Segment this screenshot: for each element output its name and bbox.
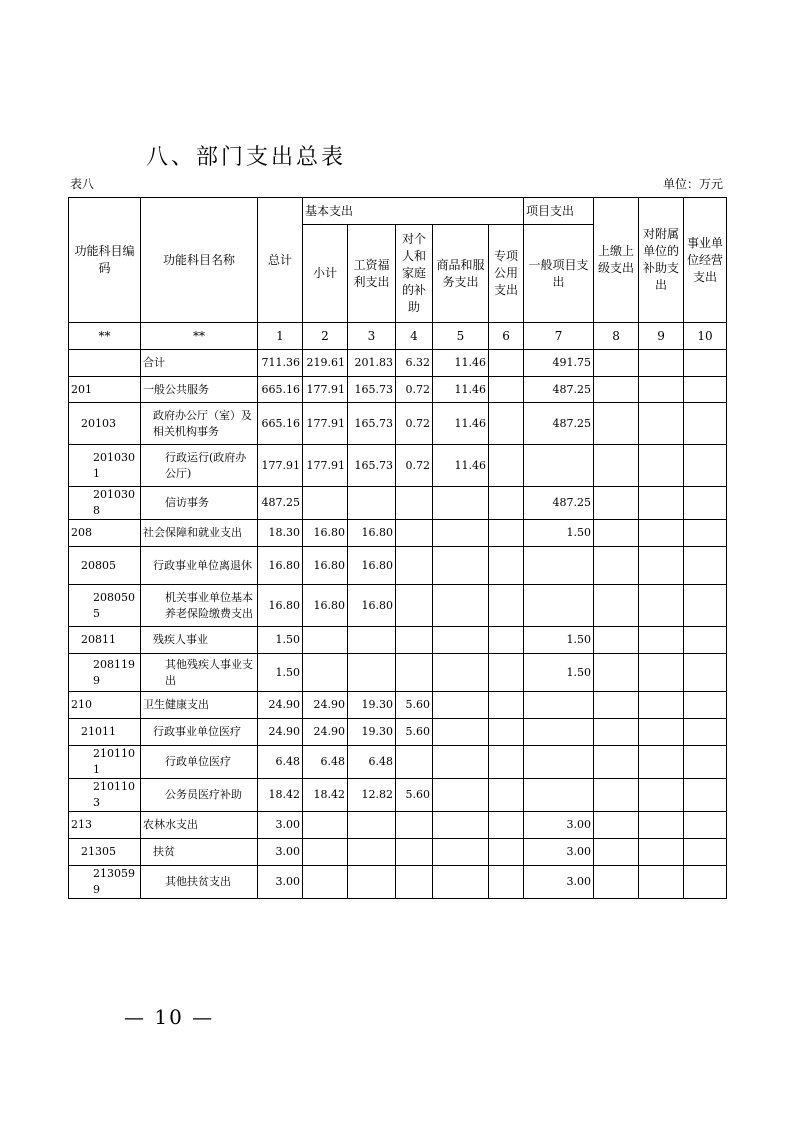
cell-total: 24.90 xyxy=(258,719,303,746)
cell-subtotal: 219.61 xyxy=(303,350,348,377)
cell-subtotal: 16.80 xyxy=(303,520,348,547)
cell-business-ops xyxy=(684,520,727,547)
index-cell: ** xyxy=(141,323,258,350)
header-business-ops: 事业单位经营支出 xyxy=(684,198,727,323)
cell-total: 18.30 xyxy=(258,520,303,547)
cell-goods: 11.46 xyxy=(433,350,489,377)
index-row xyxy=(69,323,727,350)
cell-name: 其他扶贫支出 xyxy=(141,866,258,899)
cell-code: 210 xyxy=(69,692,141,719)
cell-code: 20811 xyxy=(69,627,141,654)
cell-salary: 165.73 xyxy=(348,445,396,487)
cell-salary: 16.80 xyxy=(348,547,396,585)
index-cell: 5 xyxy=(433,323,489,350)
cell-affiliate-subsidy xyxy=(639,547,684,585)
cell-name: 其他残疾人事业支出 xyxy=(141,654,258,692)
cell-business-ops xyxy=(684,812,727,839)
cell-subtotal xyxy=(303,487,348,520)
index-cell: 9 xyxy=(639,323,684,350)
cell-salary: 19.30 xyxy=(348,719,396,746)
cell-goods: 11.46 xyxy=(433,445,489,487)
cell-general-project: 3.00 xyxy=(524,866,594,899)
cell-total: 24.90 xyxy=(258,692,303,719)
cell-personal xyxy=(396,654,433,692)
cell-personal: 6.32 xyxy=(396,350,433,377)
cell-upper-pay xyxy=(594,627,639,654)
cell-goods xyxy=(433,487,489,520)
table-row xyxy=(69,627,727,654)
expenditure-table xyxy=(68,197,727,899)
cell-business-ops xyxy=(684,692,727,719)
cell-code: 21305 xyxy=(69,839,141,866)
cell-goods: 11.46 xyxy=(433,403,489,445)
cell-upper-pay xyxy=(594,654,639,692)
cell-name: 机关事业单位基本养老保险缴费支出 xyxy=(141,585,258,627)
cell-general-project xyxy=(524,719,594,746)
cell-subtotal xyxy=(303,839,348,866)
cell-subtotal xyxy=(303,812,348,839)
cell-salary xyxy=(348,627,396,654)
cell-special xyxy=(489,547,524,585)
cell-general-project: 3.00 xyxy=(524,812,594,839)
cell-personal xyxy=(396,547,433,585)
cell-personal: 0.72 xyxy=(396,403,433,445)
header-personal: 对个人和家庭的补助 xyxy=(396,225,433,323)
cell-special xyxy=(489,585,524,627)
cell-name: 政府办公厅（室）及相关机构事务 xyxy=(141,403,258,445)
cell-special xyxy=(489,654,524,692)
header-subtotal: 小计 xyxy=(303,225,348,323)
cell-total: 665.16 xyxy=(258,377,303,403)
cell-upper-pay xyxy=(594,839,639,866)
cell-special xyxy=(489,350,524,377)
cell-total: 665.16 xyxy=(258,403,303,445)
cell-personal xyxy=(396,627,433,654)
header-salary: 工资福利支出 xyxy=(348,225,396,323)
cell-goods xyxy=(433,627,489,654)
cell-salary: 16.80 xyxy=(348,585,396,627)
cell-special xyxy=(489,812,524,839)
header-special: 专项公用支出 xyxy=(489,225,524,323)
cell-name: 公务员医疗补助 xyxy=(141,779,258,812)
cell-business-ops xyxy=(684,779,727,812)
cell-subtotal: 177.91 xyxy=(303,445,348,487)
header-goods: 商品和服务支出 xyxy=(433,225,489,323)
header-name: 功能科目名称 xyxy=(141,198,258,323)
cell-business-ops xyxy=(684,627,727,654)
cell-affiliate-subsidy xyxy=(639,719,684,746)
cell-upper-pay xyxy=(594,719,639,746)
cell-total: 16.80 xyxy=(258,585,303,627)
cell-affiliate-subsidy xyxy=(639,779,684,812)
cell-business-ops xyxy=(684,377,727,403)
cell-code: 208 xyxy=(69,520,141,547)
cell-special xyxy=(489,445,524,487)
cell-business-ops xyxy=(684,746,727,779)
cell-personal xyxy=(396,585,433,627)
cell-special xyxy=(489,866,524,899)
cell-goods xyxy=(433,866,489,899)
cell-upper-pay xyxy=(594,547,639,585)
cell-upper-pay xyxy=(594,812,639,839)
table-row xyxy=(69,547,727,585)
table-row xyxy=(69,654,727,692)
cell-general-project xyxy=(524,445,594,487)
cell-personal xyxy=(396,520,433,547)
cell-general-project: 3.00 xyxy=(524,839,594,866)
cell-goods: 11.46 xyxy=(433,377,489,403)
cell-general-project: 491.75 xyxy=(524,350,594,377)
cell-total: 487.25 xyxy=(258,487,303,520)
cell-business-ops xyxy=(684,445,727,487)
cell-total: 16.80 xyxy=(258,547,303,585)
cell-special xyxy=(489,520,524,547)
table-row xyxy=(69,812,727,839)
page-title: 八、部门支出总表 xyxy=(146,145,347,170)
cell-name: 行政单位医疗 xyxy=(141,746,258,779)
cell-affiliate-subsidy xyxy=(639,520,684,547)
table-body xyxy=(69,350,727,899)
cell-code: 2080505 xyxy=(69,585,141,627)
cell-business-ops xyxy=(684,403,727,445)
cell-code: 2130599 xyxy=(69,866,141,899)
cell-goods xyxy=(433,520,489,547)
cell-affiliate-subsidy xyxy=(639,377,684,403)
cell-affiliate-subsidy xyxy=(639,585,684,627)
cell-affiliate-subsidy xyxy=(639,487,684,520)
cell-salary: 16.80 xyxy=(348,520,396,547)
cell-goods xyxy=(433,746,489,779)
table-row xyxy=(69,350,727,377)
index-cell: 2 xyxy=(303,323,348,350)
cell-upper-pay xyxy=(594,445,639,487)
cell-personal: 0.72 xyxy=(396,377,433,403)
index-cell: 6 xyxy=(489,323,524,350)
cell-upper-pay xyxy=(594,866,639,899)
cell-subtotal: 18.42 xyxy=(303,779,348,812)
header-code: 功能科目编码 xyxy=(69,198,141,323)
cell-salary: 12.82 xyxy=(348,779,396,812)
cell-general-project xyxy=(524,585,594,627)
cell-general-project: 487.25 xyxy=(524,403,594,445)
cell-affiliate-subsidy xyxy=(639,746,684,779)
cell-subtotal: 6.48 xyxy=(303,746,348,779)
cell-business-ops xyxy=(684,585,727,627)
cell-subtotal: 177.91 xyxy=(303,377,348,403)
cell-personal xyxy=(396,746,433,779)
table-row xyxy=(69,692,727,719)
cell-affiliate-subsidy xyxy=(639,866,684,899)
cell-code: 2101103 xyxy=(69,779,141,812)
cell-affiliate-subsidy xyxy=(639,812,684,839)
cell-total: 3.00 xyxy=(258,839,303,866)
table-row xyxy=(69,746,727,779)
cell-upper-pay xyxy=(594,487,639,520)
index-cell: 4 xyxy=(396,323,433,350)
table-row xyxy=(69,520,727,547)
cell-personal xyxy=(396,487,433,520)
cell-goods xyxy=(433,692,489,719)
cell-business-ops xyxy=(684,866,727,899)
cell-name: 扶贫 xyxy=(141,839,258,866)
cell-general-project xyxy=(524,692,594,719)
cell-goods xyxy=(433,585,489,627)
cell-goods xyxy=(433,779,489,812)
cell-special xyxy=(489,779,524,812)
table-header xyxy=(69,198,727,350)
header-upper-pay: 上缴上级支出 xyxy=(594,198,639,323)
cell-goods xyxy=(433,654,489,692)
table-row xyxy=(69,866,727,899)
cell-business-ops xyxy=(684,654,727,692)
index-cell: 3 xyxy=(348,323,396,350)
table-row xyxy=(69,487,727,520)
page-number: — 10 — xyxy=(124,1005,215,1029)
cell-personal xyxy=(396,839,433,866)
cell-name: 合计 xyxy=(141,350,258,377)
cell-total: 18.42 xyxy=(258,779,303,812)
cell-subtotal xyxy=(303,654,348,692)
cell-general-project: 1.50 xyxy=(524,520,594,547)
cell-subtotal: 16.80 xyxy=(303,547,348,585)
cell-upper-pay xyxy=(594,350,639,377)
cell-general-project: 487.25 xyxy=(524,487,594,520)
cell-name: 社会保障和就业支出 xyxy=(141,520,258,547)
table-row xyxy=(69,719,727,746)
cell-subtotal: 24.90 xyxy=(303,692,348,719)
cell-affiliate-subsidy xyxy=(639,350,684,377)
cell-general-project xyxy=(524,779,594,812)
cell-special xyxy=(489,692,524,719)
index-cell: ** xyxy=(69,323,141,350)
index-cell: 7 xyxy=(524,323,594,350)
cell-business-ops xyxy=(684,487,727,520)
cell-total: 711.36 xyxy=(258,350,303,377)
cell-code: 2081199 xyxy=(69,654,141,692)
cell-subtotal xyxy=(303,866,348,899)
index-cell: 8 xyxy=(594,323,639,350)
header-affiliate-subsidy: 对附属单位的补助支出 xyxy=(639,198,684,323)
table-row xyxy=(69,779,727,812)
table-row xyxy=(69,585,727,627)
cell-general-project xyxy=(524,547,594,585)
cell-salary: 165.73 xyxy=(348,377,396,403)
cell-upper-pay xyxy=(594,746,639,779)
cell-general-project xyxy=(524,746,594,779)
cell-special xyxy=(489,719,524,746)
cell-goods xyxy=(433,719,489,746)
cell-upper-pay xyxy=(594,692,639,719)
cell-personal xyxy=(396,866,433,899)
cell-code: 21011 xyxy=(69,719,141,746)
cell-special xyxy=(489,377,524,403)
header-basic-group: 基本支出 xyxy=(303,198,524,225)
cell-total: 3.00 xyxy=(258,812,303,839)
cell-code xyxy=(69,350,141,377)
cell-salary xyxy=(348,839,396,866)
cell-goods xyxy=(433,812,489,839)
cell-affiliate-subsidy xyxy=(639,445,684,487)
cell-goods xyxy=(433,839,489,866)
cell-code: 2010301 xyxy=(69,445,141,487)
cell-general-project: 1.50 xyxy=(524,654,594,692)
cell-personal: 5.60 xyxy=(396,779,433,812)
cell-salary xyxy=(348,654,396,692)
cell-code: 2101101 xyxy=(69,746,141,779)
index-cell: 1 xyxy=(258,323,303,350)
cell-affiliate-subsidy xyxy=(639,403,684,445)
cell-business-ops xyxy=(684,547,727,585)
cell-affiliate-subsidy xyxy=(639,654,684,692)
cell-total: 3.00 xyxy=(258,866,303,899)
unit-label: 单位：万元 xyxy=(662,177,723,191)
cell-special xyxy=(489,746,524,779)
cell-salary: 165.73 xyxy=(348,403,396,445)
cell-total: 1.50 xyxy=(258,627,303,654)
index-cell: 10 xyxy=(684,323,727,350)
cell-general-project: 487.25 xyxy=(524,377,594,403)
cell-salary xyxy=(348,487,396,520)
cell-salary: 6.48 xyxy=(348,746,396,779)
cell-special xyxy=(489,839,524,866)
cell-total: 177.91 xyxy=(258,445,303,487)
cell-total: 1.50 xyxy=(258,654,303,692)
cell-special xyxy=(489,487,524,520)
cell-upper-pay xyxy=(594,403,639,445)
cell-business-ops xyxy=(684,350,727,377)
cell-name: 行政运行(政府办公厅) xyxy=(141,445,258,487)
cell-salary: 201.83 xyxy=(348,350,396,377)
cell-name: 残疾人事业 xyxy=(141,627,258,654)
cell-upper-pay xyxy=(594,585,639,627)
header-project-group: 项目支出 xyxy=(524,198,594,225)
cell-subtotal: 24.90 xyxy=(303,719,348,746)
cell-upper-pay xyxy=(594,520,639,547)
cell-affiliate-subsidy xyxy=(639,839,684,866)
cell-upper-pay xyxy=(594,377,639,403)
cell-code: 20805 xyxy=(69,547,141,585)
cell-upper-pay xyxy=(594,779,639,812)
cell-code: 2010308 xyxy=(69,487,141,520)
cell-subtotal: 16.80 xyxy=(303,585,348,627)
cell-special xyxy=(489,627,524,654)
cell-code: 20103 xyxy=(69,403,141,445)
header-general-project: 一般项目支出 xyxy=(524,225,594,323)
cell-affiliate-subsidy xyxy=(639,692,684,719)
cell-name: 行政事业单位离退休 xyxy=(141,547,258,585)
cell-personal xyxy=(396,812,433,839)
cell-personal: 5.60 xyxy=(396,719,433,746)
cell-personal: 5.60 xyxy=(396,692,433,719)
cell-name: 行政事业单位医疗 xyxy=(141,719,258,746)
table-row xyxy=(69,839,727,866)
cell-total: 6.48 xyxy=(258,746,303,779)
cell-special xyxy=(489,403,524,445)
table-label: 表八 xyxy=(70,177,95,191)
cell-code: 201 xyxy=(69,377,141,403)
cell-salary xyxy=(348,866,396,899)
cell-business-ops xyxy=(684,839,727,866)
cell-goods xyxy=(433,547,489,585)
table-row xyxy=(69,377,727,403)
cell-salary xyxy=(348,812,396,839)
cell-name: 农林水支出 xyxy=(141,812,258,839)
table-row xyxy=(69,445,727,487)
cell-name: 卫生健康支出 xyxy=(141,692,258,719)
cell-general-project: 1.50 xyxy=(524,627,594,654)
cell-salary: 19.30 xyxy=(348,692,396,719)
cell-code: 213 xyxy=(69,812,141,839)
cell-affiliate-subsidy xyxy=(639,627,684,654)
cell-subtotal: 177.91 xyxy=(303,403,348,445)
cell-subtotal xyxy=(303,627,348,654)
header-total: 总计 xyxy=(258,198,303,323)
cell-personal: 0.72 xyxy=(396,445,433,487)
cell-business-ops xyxy=(684,719,727,746)
table-row xyxy=(69,403,727,445)
cell-name: 一般公共服务 xyxy=(141,377,258,403)
cell-name: 信访事务 xyxy=(141,487,258,520)
